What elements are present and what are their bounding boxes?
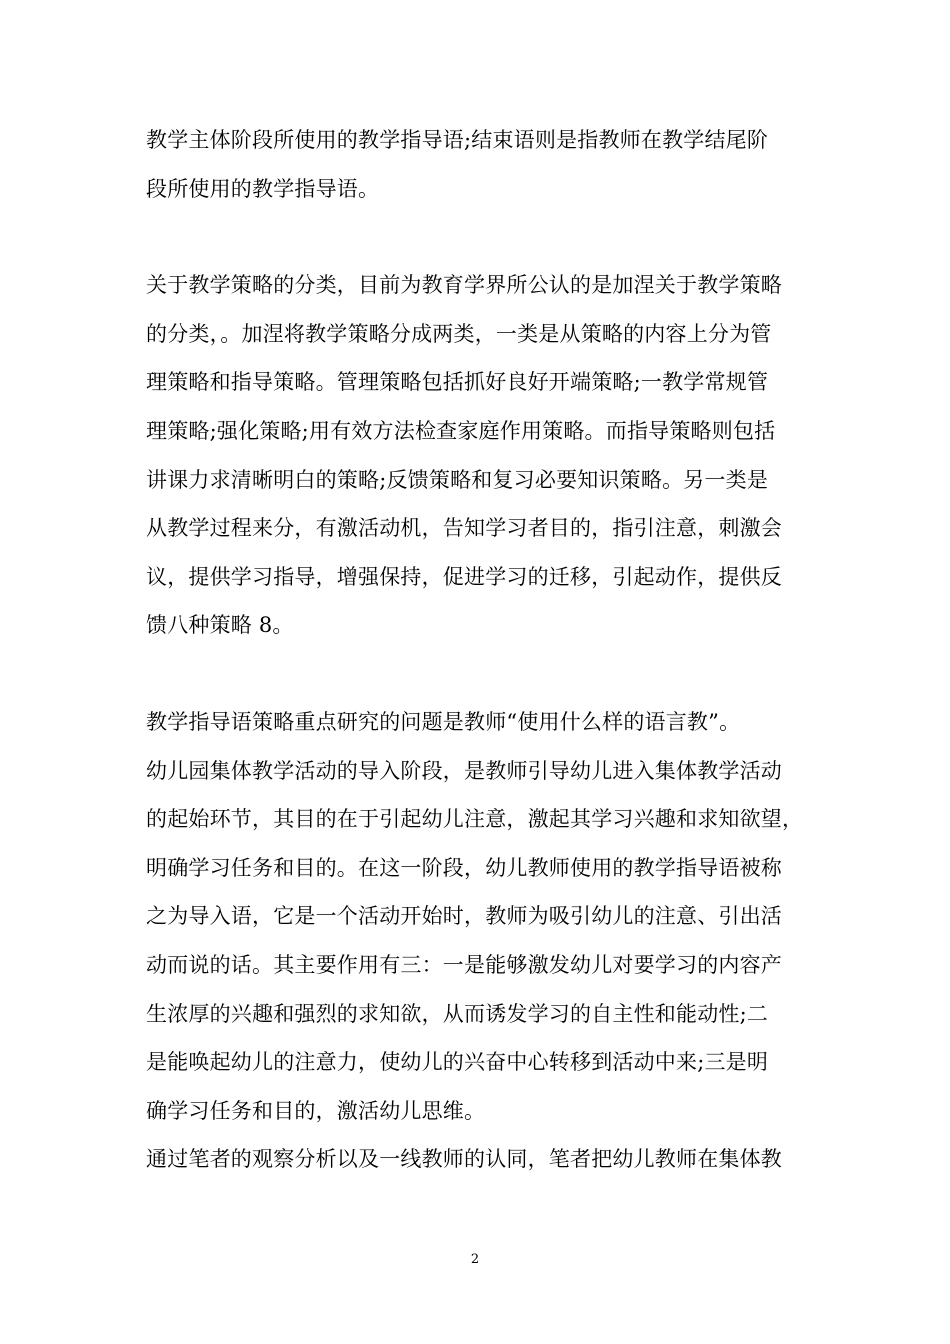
page-number: 2 (470, 1252, 480, 1267)
paragraph-2: 关于教学策略的分类，目前为教育学界所公认的是加涅关于教学策略 的分类，。加涅将教学策略分成两类，一类是从策略的内容上分为管 理策略和指导策略。管理策略包括抓好良好开端策略;一教学常规管 理策略;强化策略;用有效方法检查家庭作用策略。而指导策略则包括 讲课力求清晰明白的策略;反馈策略和复习必要知识策略。另一类是 从教学过程来分，有激活动机，告知学习者目的，指引注意，刺激会 议，提供学习指导，增强保持，促进学习的迁移，引起动作，提供反 馈八种策略 8。 (146, 273, 782, 638)
paragraph-5: 通过笔者的观察分析以及一线教师的认同，笔者把幼儿教师在集体教 (146, 1147, 782, 1172)
paragraph-1: 教学主体阶段所使用的教学指导语;结束语则是指教师在教学结尾阶 段所使用的教学指导语。 (146, 128, 769, 201)
document-body (146, 116, 806, 1184)
paragraph-3: 教学指导语策略重点研究的问题是教师“使用什么样的语言教”。 (146, 709, 741, 734)
paragraph-4: 幼儿园集体教学活动的导入阶段，是教师引导幼儿进入集体教学活动 的起始环节，其目的在于引起幼儿注意，激起其学习兴趣和求知欲望， 明确学习任务和目的。在这一阶段，幼儿教师使用的教学指导语被称 之为导入语，它是一个活动开始时，教师为吸引幼儿的注意、引出活 动而说的话。其主要作用有三：一是能够激发幼儿对要学习的内容产 生浓厚的兴趣和强烈的求知欲，从而诱发学习的自主性和能动性;二 是能唤起幼儿的注意力，使幼儿的兴奋中心转移到活动中来;三是明 确学习任务和目的，激活幼儿思维。 (146, 758, 804, 1123)
paragraph-gap (146, 650, 806, 698)
paragraph-gap (146, 213, 806, 261)
